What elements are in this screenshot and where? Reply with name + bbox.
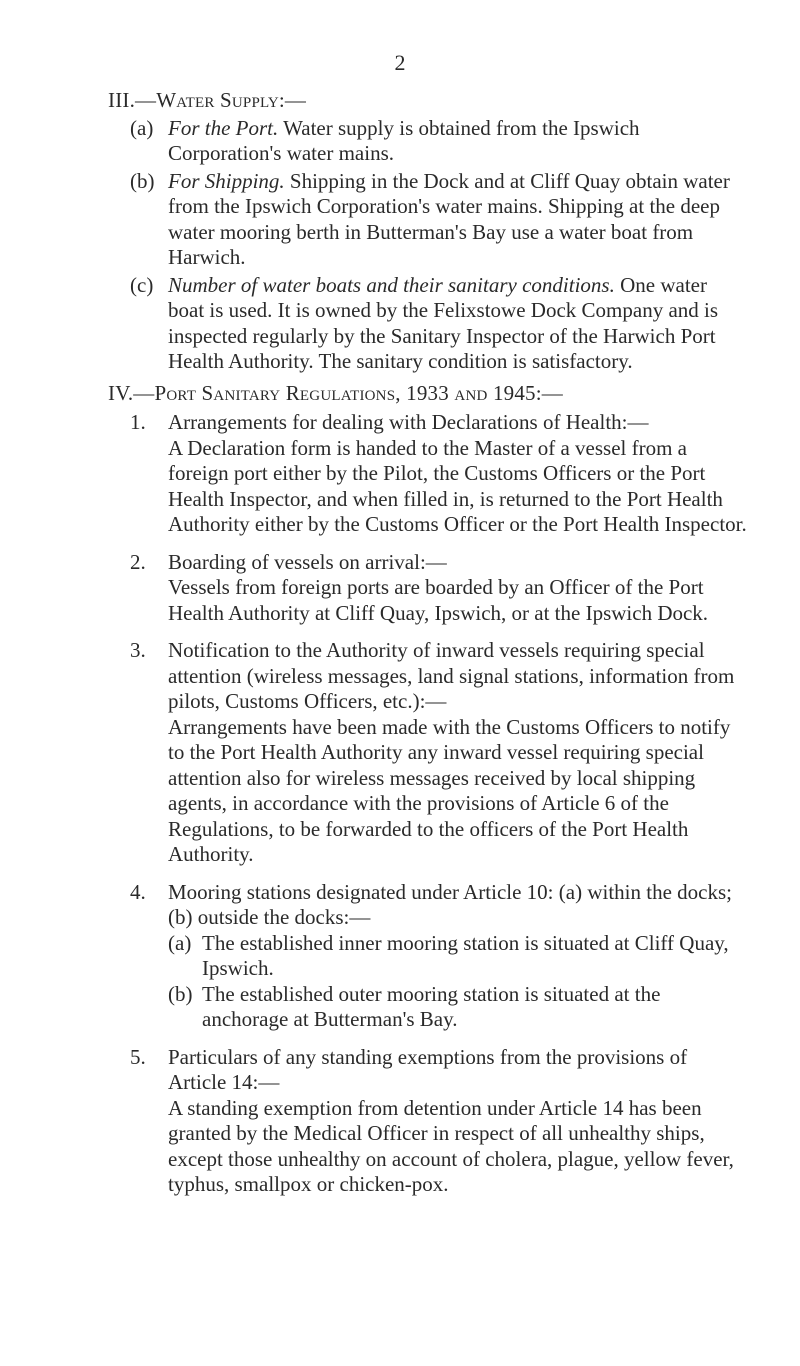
item-body: Arrangements have been made with the Customs Officers to notify to the Port Health Authority any inward vessel requiring special attention also for wireless messages received by local shipping agents, in accordance with the provisions of Article 6 of the Regulations, to be forwarded to the officers of the Port Health Authority.: [168, 714, 731, 866]
item-body: Water supply is obtained from the Ipswich Corporation's water mains.: [168, 115, 640, 165]
document-body: [108, 88, 748, 1198]
section-3-heading: III.—Water Supply:—: [108, 88, 307, 112]
section-3-item-b: [108, 169, 748, 271]
item-text: [168, 273, 748, 375]
item-intro: Boarding of vessels on arrival:—: [168, 549, 447, 574]
sub-item-label: (b): [168, 981, 193, 1006]
section-3-item-c: [108, 273, 748, 375]
item-intro: Notification to the Authority of inward vessels requiring special attention (wireless messages, land signal stations, information from pilots, Customs Officers, etc.):—: [168, 638, 735, 713]
sub-item-b: [168, 982, 748, 1033]
section-4-item-5: [108, 1045, 748, 1198]
sub-item-text: The established inner mooring station is situated at Cliff Quay, Ipswich.: [202, 930, 729, 980]
item-body: Vessels from foreign ports are boarded by an Officer of the Port Health Authority at Cliff Quay, Ipswich, or at the Ipswich Dock.: [168, 575, 709, 625]
sub-item-text: The established outer mooring station is situated at the anchorage at Butterman's Bay.: [202, 981, 661, 1031]
item-text: [168, 116, 748, 167]
item-text: [168, 169, 748, 271]
item-body: A Declaration form is handed to the Master of a vessel from a foreign port either by the Pilot, the Customs Officers or the Port Health Inspector, and when filled in, is returned to the Port Health Authority either by the Customs Officer or the Port Health Inspector.: [168, 435, 747, 536]
sub-item-a: [168, 931, 748, 982]
item-body: A standing exemption from detention under Article 14 has been granted by the Medical Officer in respect of all unhealthy ships, except those unhealthy on account of cholera, plague, yellow fever, typhus, smallpox or chicken-pox.: [168, 1095, 734, 1196]
section-4-item-4: [108, 880, 748, 1033]
section-4-heading: IV.—Port Sanitary Regulations, 1933 and 1945:—: [108, 380, 563, 405]
item-label: 5.: [130, 1044, 146, 1069]
section-4-item-3: [108, 638, 748, 868]
page-number: 2: [394, 50, 406, 75]
item-title: For Shipping.: [168, 168, 285, 193]
item-label: 1.: [130, 410, 146, 434]
item-intro: Mooring stations designated under Article 10: (a) within the docks; (b) outside the docks:—: [168, 879, 732, 929]
sub-item-label: (a): [168, 930, 192, 955]
section-3-item-a: [108, 116, 748, 167]
item-intro: Arrangements for dealing with Declarations of Health:—: [168, 410, 649, 434]
item-label: (b): [130, 168, 155, 193]
item-label: (c): [130, 272, 154, 297]
item-title: For the Port.: [168, 115, 279, 140]
item-label: 3.: [130, 638, 146, 662]
item-body: Shipping in the Dock and at Cliff Quay obtain water from the Ipswich Corporation's water mains. Shipping at the deep water mooring berth in Butterman's Bay use a water boat from Harwich.: [168, 168, 730, 269]
item-label: 4.: [130, 879, 146, 904]
item-label: 2.: [130, 549, 146, 574]
item-body: One water boat is used. It is owned by the Felixstowe Dock Company and is inspected regularly by the Sanitary Inspector of the Harwich Port Health Authority. The sanitary condition is satisfactory.: [168, 272, 719, 373]
item-title: Number of water boats and their sanitary conditions.: [168, 272, 615, 297]
item-intro: Particulars of any standing exemptions from the provisions of Article 14:—: [168, 1044, 688, 1094]
item-label: (a): [130, 115, 154, 140]
section-4-item-2: [108, 550, 748, 627]
section-4-item-1: [108, 410, 748, 538]
